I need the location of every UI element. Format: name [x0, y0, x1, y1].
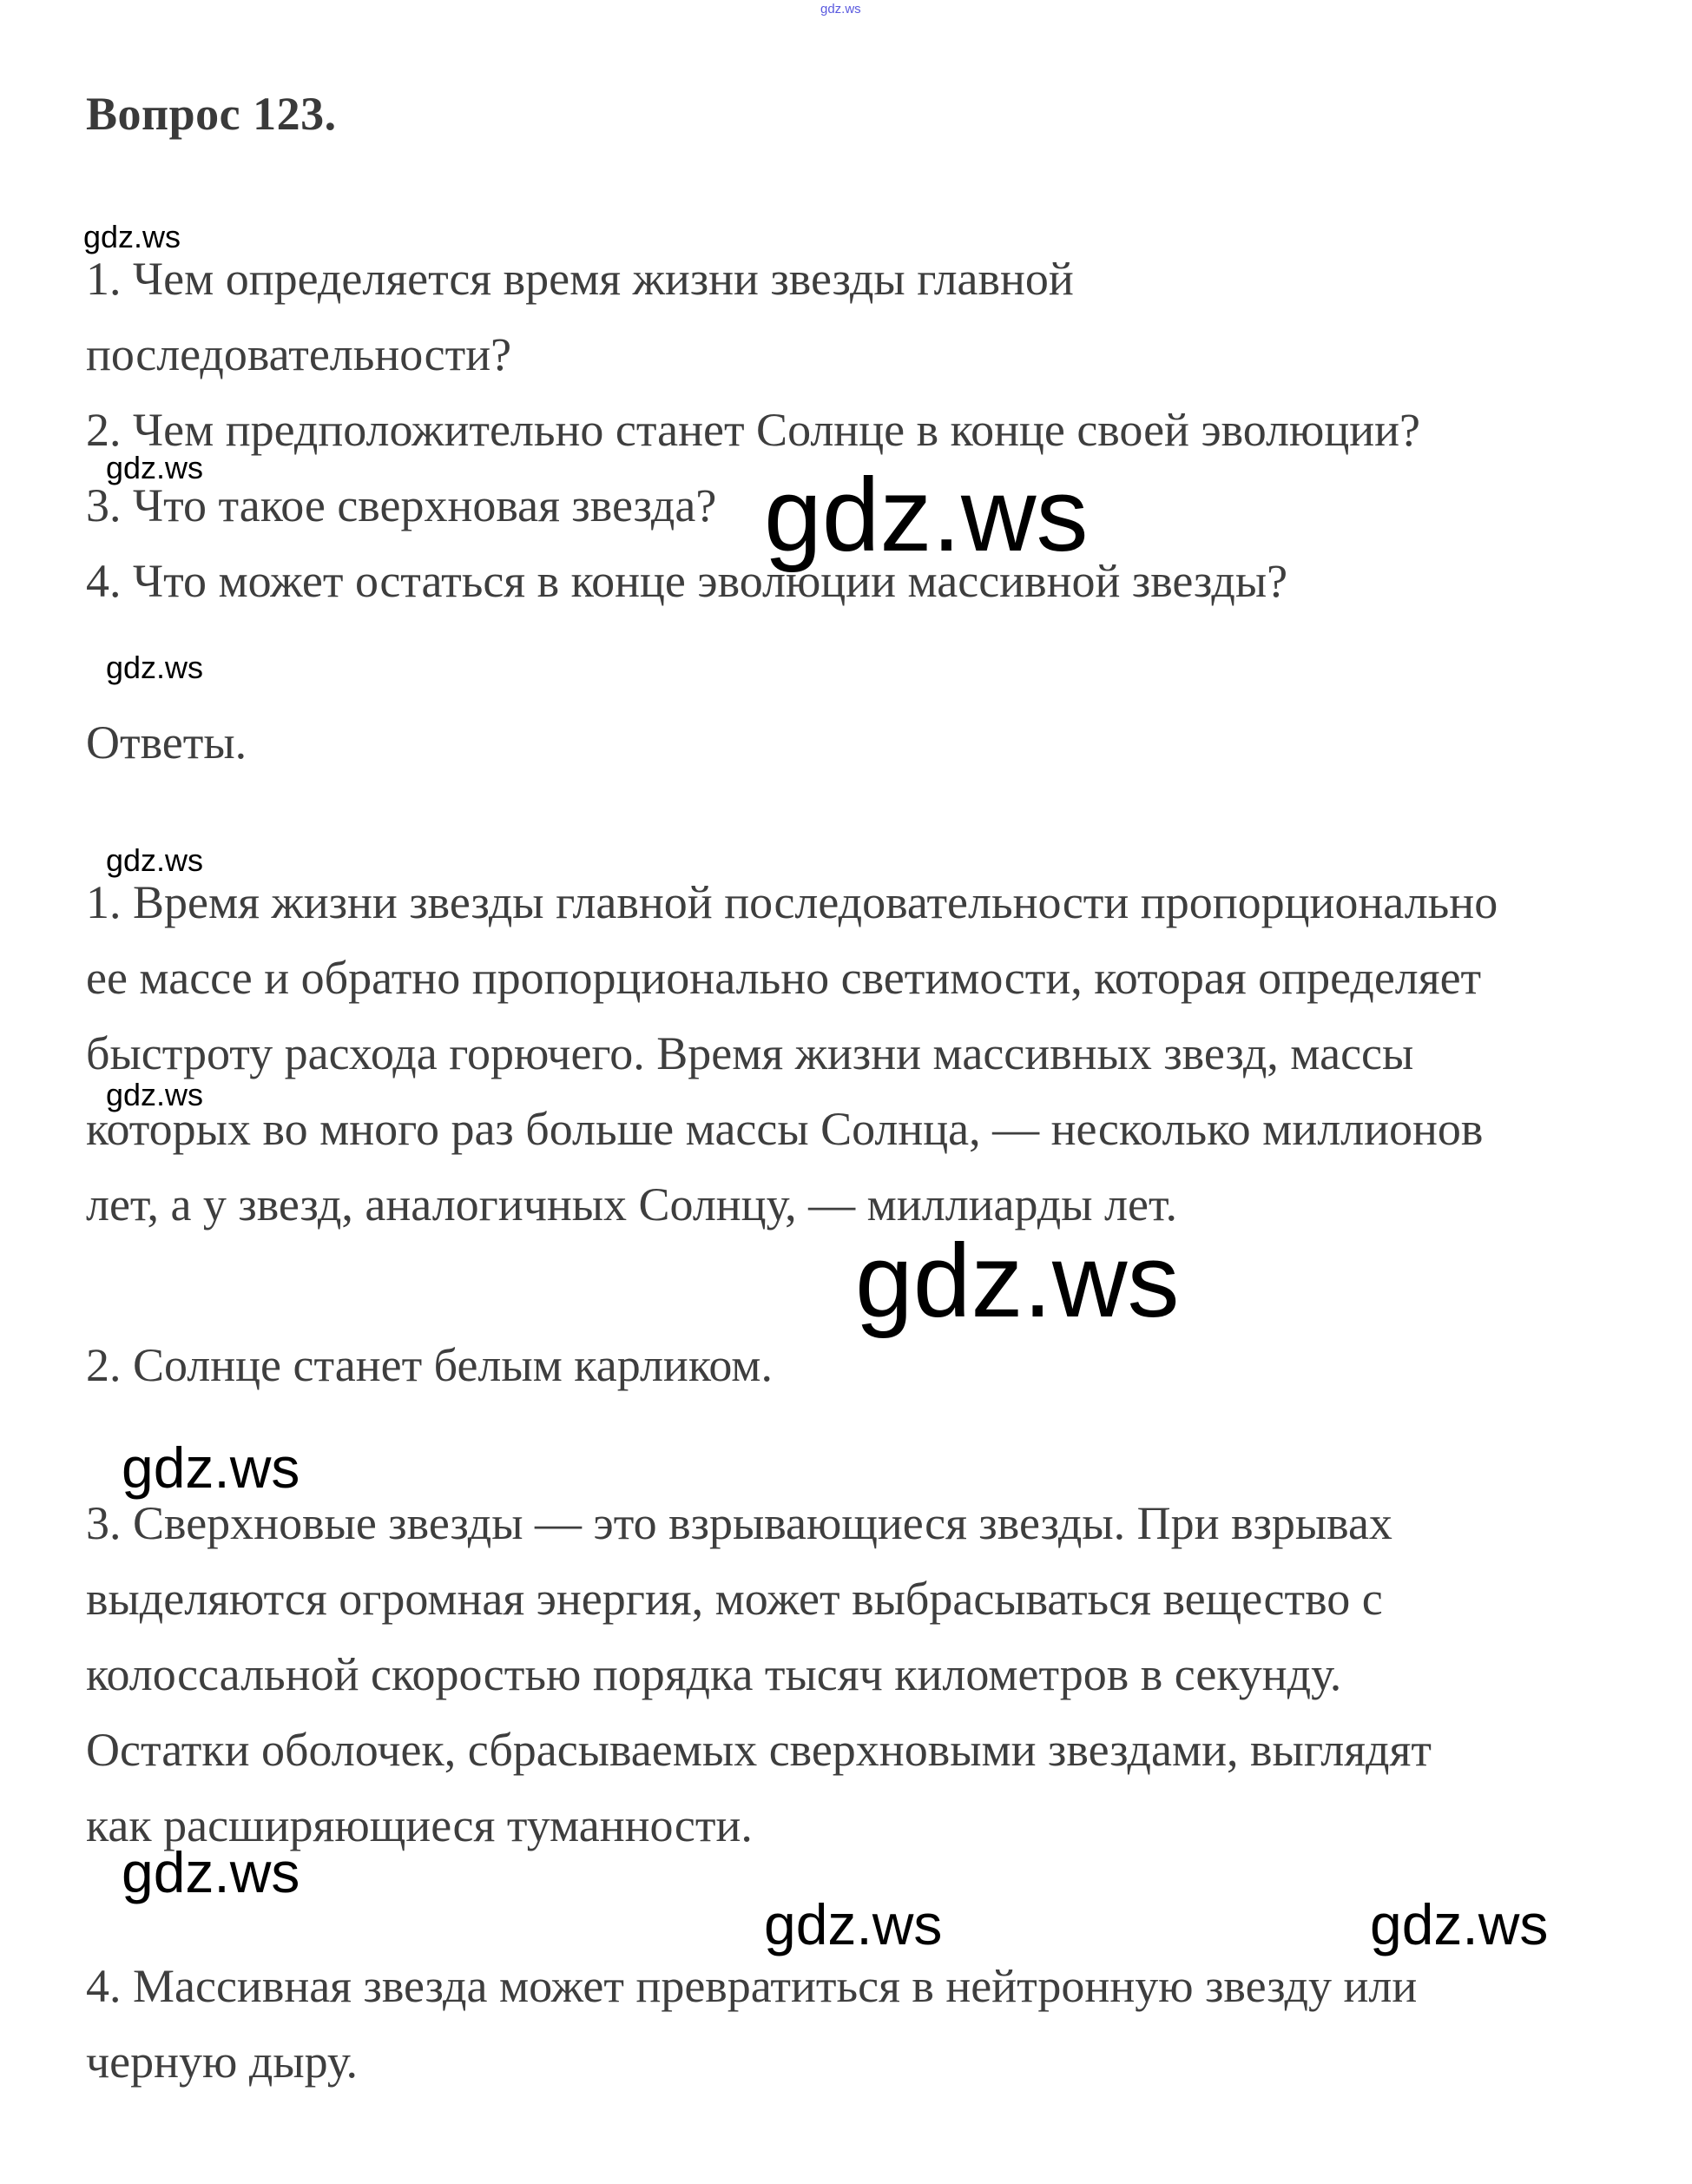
answer-3-line: как расширяющиеся туманности. — [86, 1799, 753, 1851]
question-line: 2. Чем предположительно станет Солнце в конце своей эволюции? — [86, 404, 1420, 456]
header-watermark: gdz.ws — [820, 2, 861, 16]
question-line: 1. Чем определяется время жизни звезды главной — [86, 253, 1074, 305]
answers-title: Ответы. — [86, 716, 247, 769]
watermark: gdz.ws — [83, 219, 181, 254]
question-line: 4. Что может остаться в конце эволюции массивной звезды? — [86, 555, 1288, 607]
watermark: gdz.ws — [106, 842, 204, 878]
answer-3-line: Остатки оболочек, сбрасываемых сверхновыми звездами, выглядят — [86, 1724, 1432, 1776]
answer-3-line: 3. Сверхновые звезды — это взрывающиеся звезды. При взрывах — [86, 1497, 1392, 1549]
watermark: gdz.ws — [106, 650, 204, 685]
answer-1-line: 1. Время жизни звезды главной последовательности пропорционально — [86, 876, 1498, 928]
question-line: последовательности? — [86, 328, 512, 380]
answer-4-line: 4. Массивная звезда может превратиться в нейтронную звезду или — [86, 1960, 1418, 2012]
answer-1-line: которых во много раз больше массы Солнца, — несколько миллионов — [86, 1103, 1484, 1155]
page-title: Вопрос 123. — [86, 88, 337, 140]
watermark: gdz.ws — [122, 1840, 300, 1904]
answer-1-line: быстроту расхода горючего. Время жизни массивных звезд, массы — [86, 1027, 1414, 1079]
watermark: gdz.ws — [1370, 1892, 1549, 1956]
watermark: gdz.ws — [106, 1077, 204, 1112]
answer-3-line: колоссальной скоростью порядка тысяч километров в секунду. — [86, 1648, 1342, 1700]
answer-1-line: ее массе и обратно пропорционально светимости, которая определяет — [86, 952, 1482, 1004]
answer-2: 2. Солнце станет белым карликом. — [86, 1339, 773, 1391]
answer-4-line: черную дыру. — [86, 2036, 359, 2088]
watermark: gdz.ws — [106, 450, 204, 485]
watermark: gdz.ws — [122, 1435, 300, 1500]
watermark: gdz.ws — [855, 1223, 1180, 1339]
watermark: gdz.ws — [764, 1892, 943, 1956]
answer-1-line: лет, а у звезд, аналогичных Солнцу, — миллиарды лет. — [86, 1178, 1178, 1231]
question-line: 3. Что такое сверхновая звезда? — [86, 479, 717, 531]
answer-3-line: выделяются огромная энергия, может выбрасываться вещество с — [86, 1573, 1383, 1625]
watermark: gdz.ws — [764, 457, 1089, 573]
